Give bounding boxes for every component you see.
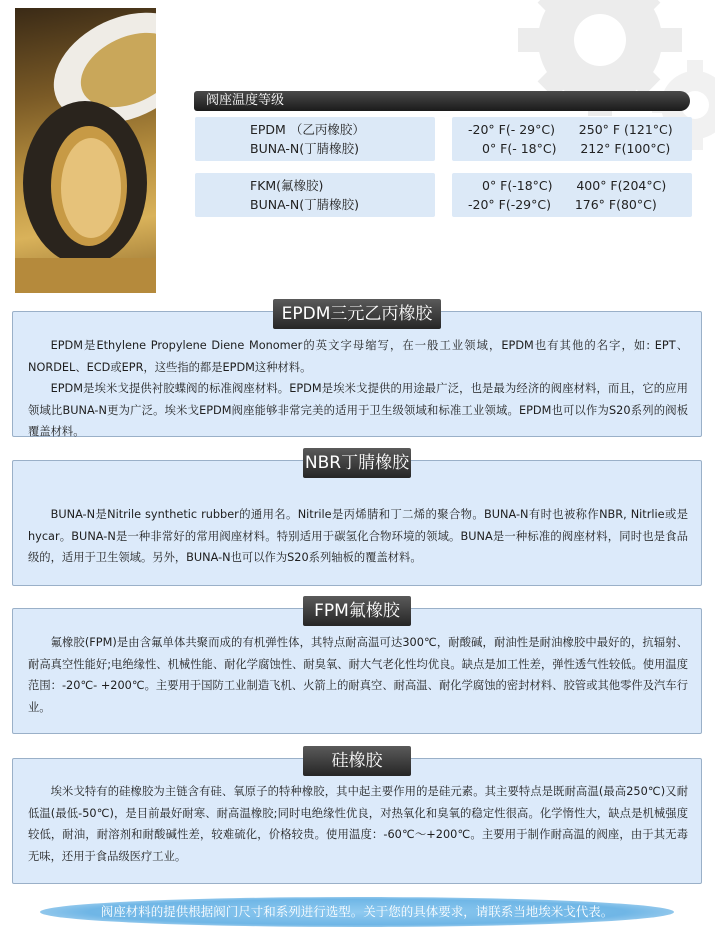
silicone-paragraph-1: 埃米戈特有的硅橡胶为主链含有硅、氧原子的特种橡胶，其中起主要作用的是硅元素。其主要特点是既耐高温(最高250℃)又耐低温(最低-50℃)，是目前最好耐寒、耐高温橡胶;同时电绝缘性优良，对热氧化和臭氧的稳定性很高。化学惰性大，缺点是机械强度较低，耐油，耐溶剂和耐酸碱性差，较难硫化，价格较贵。使用温度：-60℃～+200℃。主要用于制作耐高温的阀座，由于其无毒无味，还用于食品级医疗工业。 xyxy=(28,785,688,863)
silicone-section-text xyxy=(28,781,688,867)
fpm-section-title: FPM氟橡胶 xyxy=(303,596,411,626)
material-buna-n-2: BUNA-N(丁腈橡胶) xyxy=(250,197,359,212)
material-buna-n: BUNA-N(丁腈橡胶) xyxy=(250,141,359,156)
range-buna-n-2: -20° F(-29°C) 176° F(80°C) xyxy=(468,197,657,212)
nbr-section-text xyxy=(28,504,688,569)
epdm-section-title: EPDM三元乙丙橡胶 xyxy=(273,299,441,329)
silicone-section-title: 硅橡胶 xyxy=(303,746,411,776)
fpm-section-text xyxy=(28,632,688,718)
epdm-section-text xyxy=(28,335,688,443)
ranges-cell-1 xyxy=(452,117,692,161)
seat-temperature-header: 阀座温度等级 xyxy=(194,91,690,111)
materials-cell-1 xyxy=(195,117,435,161)
material-epdm: EPDM （乙丙橡胶） xyxy=(250,122,365,137)
ranges-cell-2 xyxy=(452,173,692,217)
materials-cell-2 xyxy=(195,173,435,217)
valve-seat-photo xyxy=(15,8,156,293)
epdm-paragraph-1: EPDM是Ethylene Propylene Diene Monomer的英文字母缩写，在一般工业领域，EPDM也有其他的名字，如: EPT、NORDEL、ECD或EPR，这些指的都是EPDM这种材料。 xyxy=(28,339,688,374)
nbr-section-title: NBR丁腈橡胶 xyxy=(303,448,411,478)
material-fkm: FKM(氟橡胶) xyxy=(250,178,324,193)
epdm-paragraph-2: EPDM是埃米戈提供衬胶蝶阀的标准阀座材料。EPDM是埃米戈提供的用途最广泛，也是最为经济的阀座材料，而且，它的应用领域比BUNA-N更为广泛。埃米戈EPDM阀座能够非常完美的适用于卫生级领域和标准工业领域。EPDM也可以作为S20系列的阀板覆盖材料。 xyxy=(28,382,688,438)
fpm-paragraph-1: 氟橡胶(FPM)是由含氟单体共聚而成的有机弹性体，其特点耐高温可达300℃，耐酸碱，耐油性是耐油橡胶中最好的，抗辐射、耐高真空性能好;电绝缘性、机械性能、耐化学腐蚀性、耐臭氧、耐大气老化性均优良。缺点是加工性差，弹性透气性较低。使用温度范围：-20℃- +200℃。主要用于国防工业制造飞机、火箭上的耐真空、耐高温、耐化学腐蚀的密封材料、胶管或其他零件及汽车行业。 xyxy=(28,636,688,714)
footer-note: 阀座材料的提供根据阀门尺寸和系列进行选型。关于您的具体要求，请联系当地埃米戈代表。 xyxy=(40,897,674,927)
nbr-paragraph-1: BUNA-N是Nitrile synthetic rubber的通用名。Nitrile是丙烯腈和丁二烯的聚合物。BUNA-N有时也被称作NBR, Nitrlie或是hycar。BUNA-N是一种非常好的常用阀座材料。特别适用于碳氢化合物环境的领域。BUNA是一种标准的阀座材料，同时也是食品级的，适用于卫生领域。另外，BUNA-N也可以作为S20系列轴板的覆盖材料。 xyxy=(28,508,688,564)
range-buna-n: 0° F(- 18°C) 212° F(100°C) xyxy=(482,141,671,156)
range-epdm: -20° F(- 29°C) 250° F (121°C) xyxy=(468,122,673,137)
range-fkm: 0° F(-18°C) 400° F(204°C) xyxy=(482,178,667,193)
